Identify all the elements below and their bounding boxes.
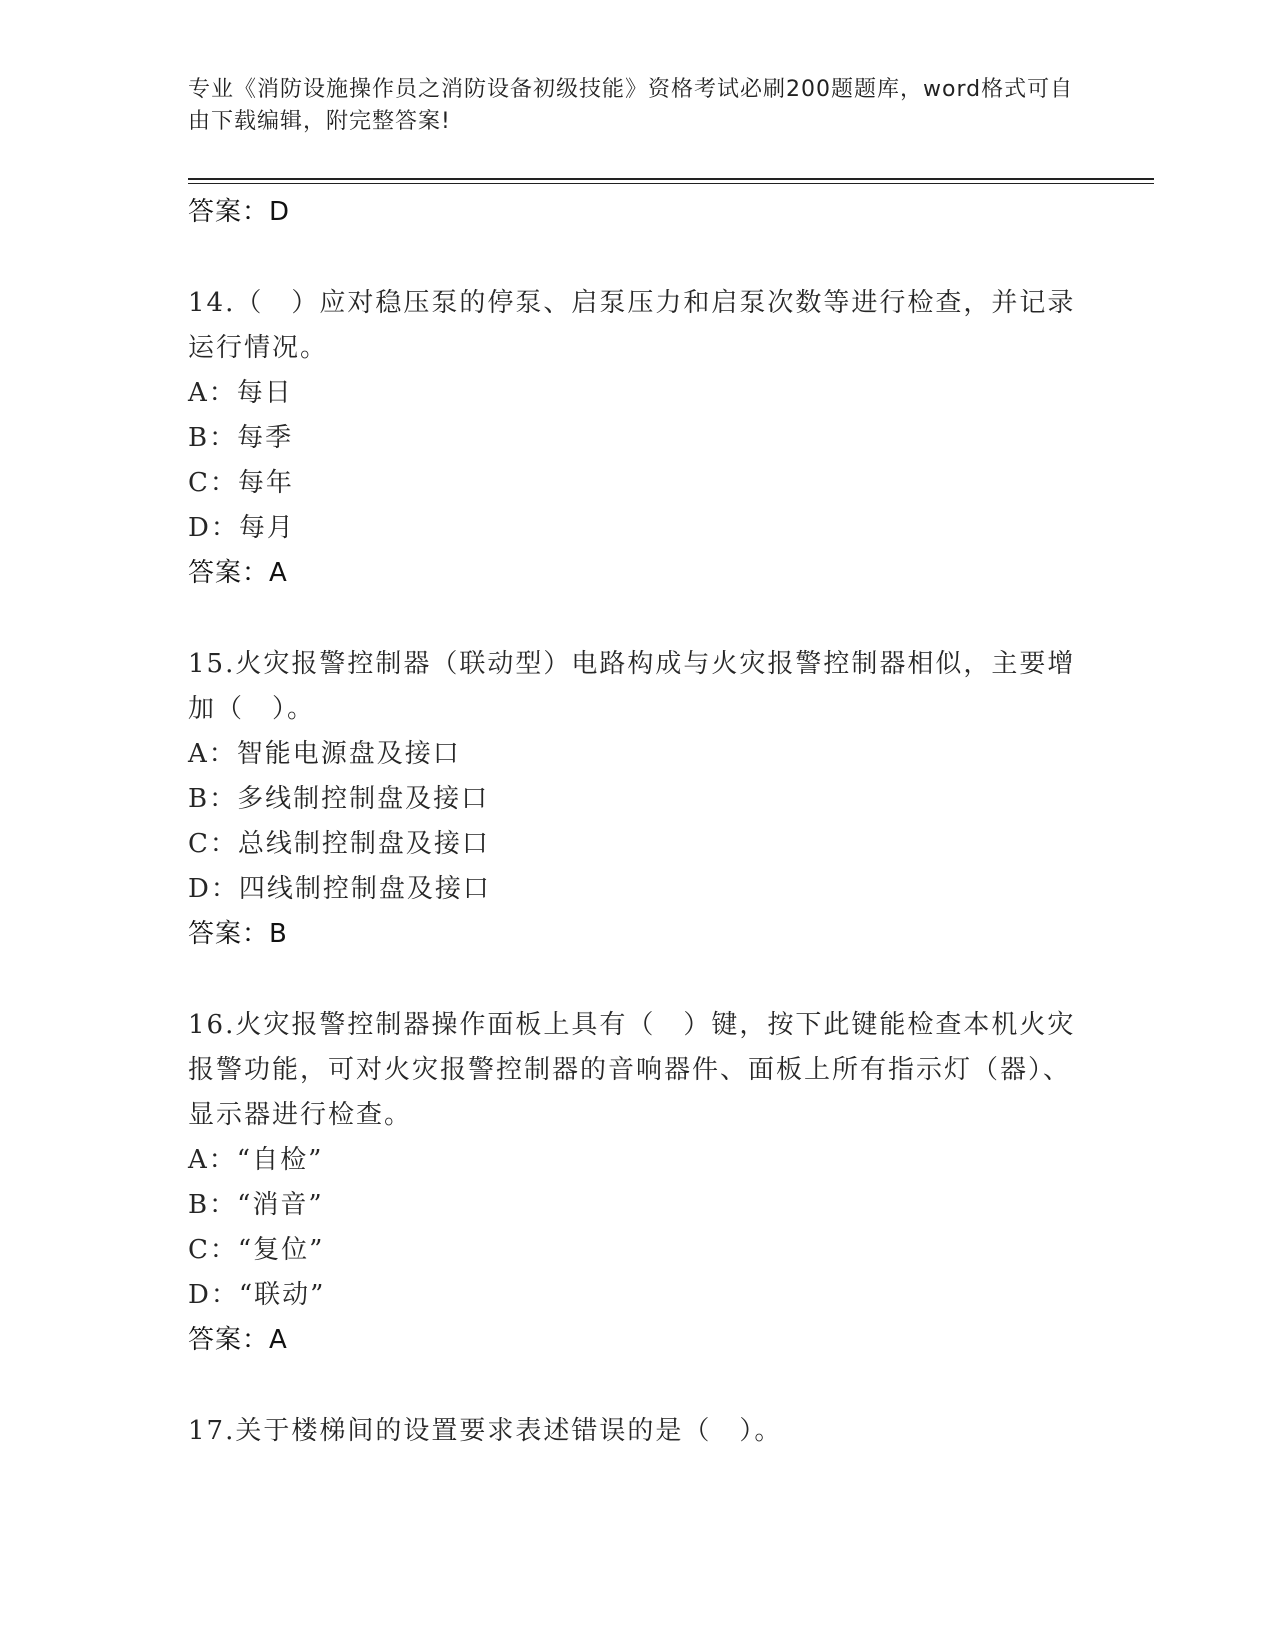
question-list (188, 190, 1088, 1454)
question-16 (188, 1003, 1088, 1363)
header-divider-thick (188, 178, 1154, 180)
option-a: A：每日 (188, 378, 293, 408)
option-d: D：每月 (188, 513, 295, 543)
answer-line: 答案：B (188, 919, 288, 949)
option-b: B：“消音” (188, 1190, 324, 1220)
option-a: A：智能电源盘及接口 (188, 739, 461, 769)
question-14 (188, 281, 1088, 596)
document-title: 专业《消防设施操作员之消防设备初级技能》资格考试必刷200题题库，word格式可自由下载编辑，附完整答案! (188, 77, 1074, 134)
question-stem: 17.关于楼梯间的设置要求表述错误的是（ ）。 (188, 1416, 783, 1446)
option-c: C：总线制控制盘及接口 (188, 829, 490, 859)
option-a: A：“自检” (188, 1145, 324, 1175)
spacer (188, 596, 1088, 642)
spacer (188, 1363, 1088, 1409)
option-d: D：“联动” (188, 1280, 326, 1310)
question-17 (188, 1409, 1088, 1454)
option-b: B：每季 (188, 423, 294, 453)
answer-line: 答案：A (188, 558, 288, 588)
option-d: D：四线制控制盘及接口 (188, 874, 491, 904)
header-divider-thin (188, 183, 1154, 184)
option-c: C：每年 (188, 468, 294, 498)
option-b: B：多线制控制盘及接口 (188, 784, 490, 814)
page-header (188, 74, 1078, 138)
answer-line-13: 答案：D (188, 197, 291, 227)
question-stem: 15.火灾报警控制器（联动型）电路构成与火灾报警控制器相似，主要增加（ ）。 (188, 649, 1076, 724)
question-stem: 16.火灾报警控制器操作面板上具有（ ）键，按下此键能检查本机火灾报警功能，可对火灾报警控制器的音响器件、面板上所有指示灯（器）、显示器进行检查。 (188, 1010, 1076, 1130)
question-stem: 14.（ ）应对稳压泵的停泵、启泵压力和启泵次数等进行检查，并记录运行情况。 (188, 288, 1076, 363)
spacer (188, 957, 1088, 1003)
question-15 (188, 642, 1088, 957)
answer-line: 答案：A (188, 1325, 288, 1355)
spacer (188, 235, 1088, 281)
option-c: C：“复位” (188, 1235, 325, 1265)
